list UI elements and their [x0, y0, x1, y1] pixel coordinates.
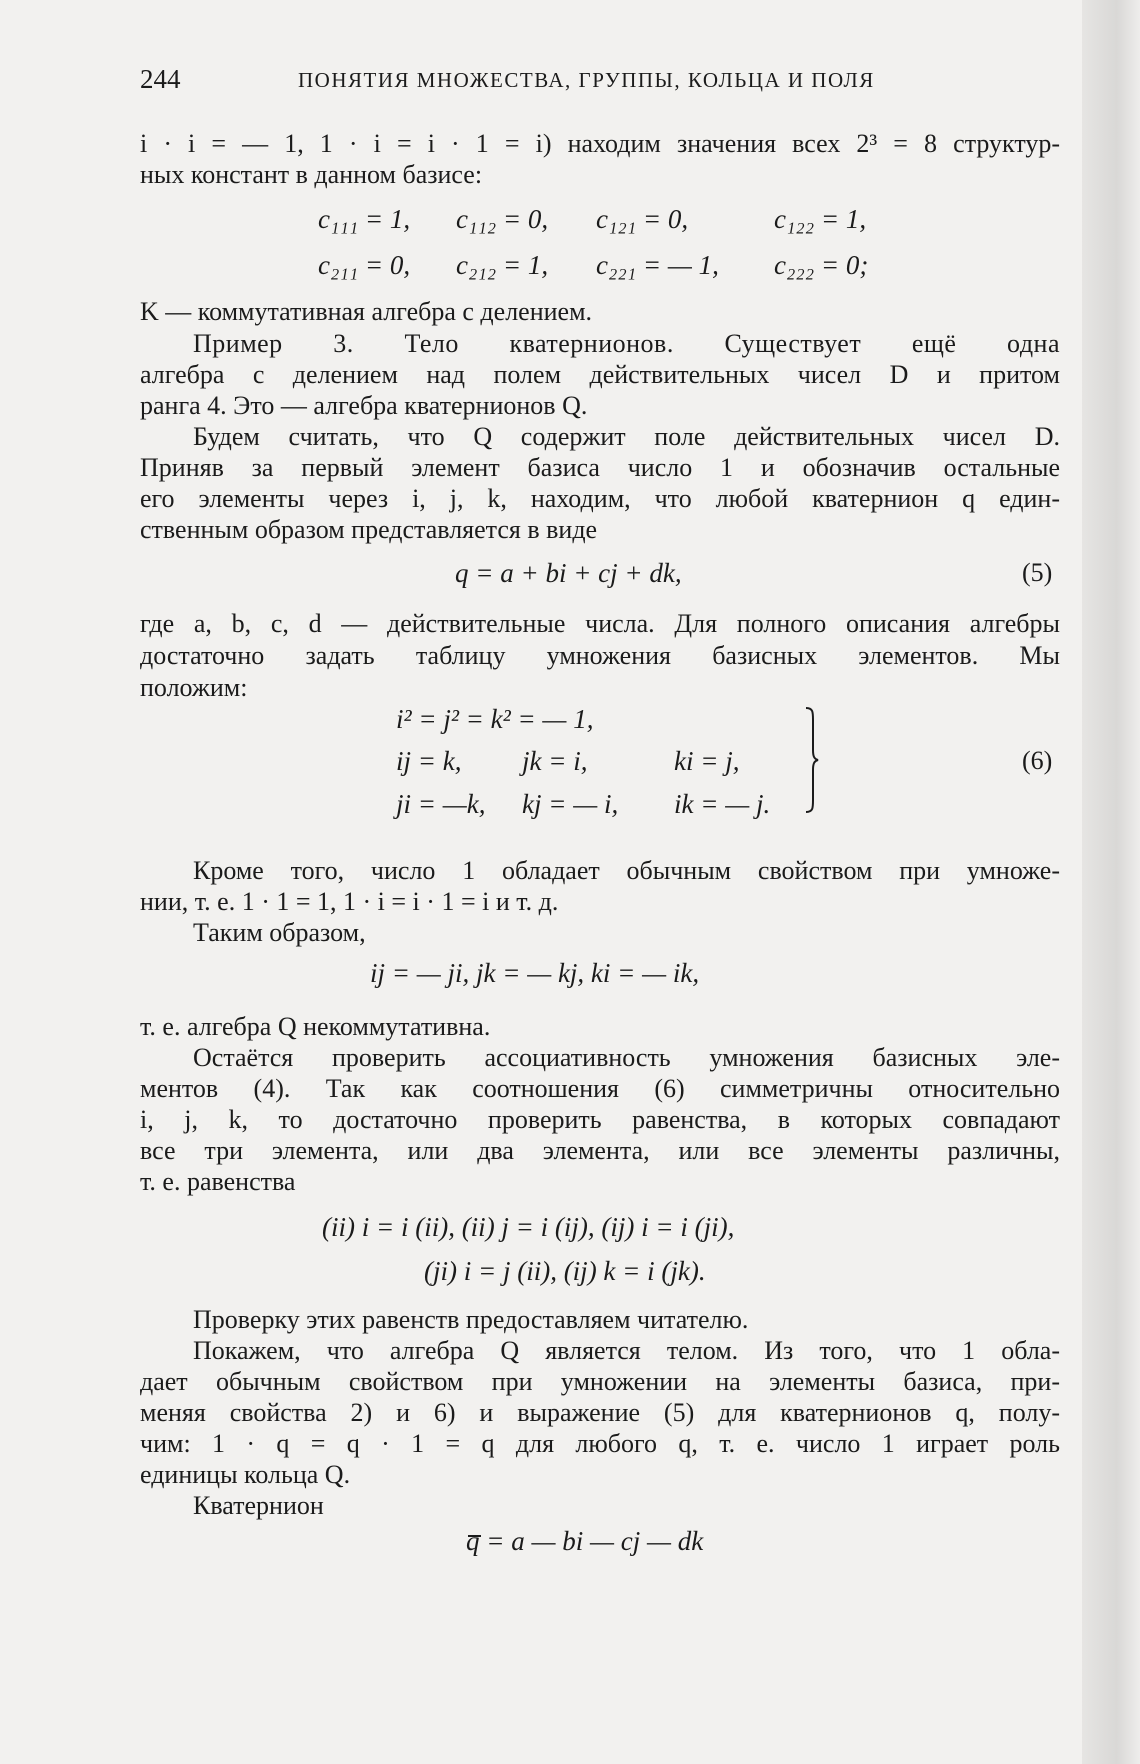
text-line: т. е. алгебра Q некоммутативна. [140, 1012, 491, 1041]
formula-6-cell: ik = — j. [674, 789, 771, 819]
text-line: Будем считать, что Q содержит поле действительных чисел D. [193, 422, 1060, 451]
text-line: Остаётся проверить ассоциативность умножения базисных эле- [193, 1043, 1060, 1072]
constant: c₂₁₂ = 1, [456, 250, 549, 280]
formula-associativity-row: (ii) i = i (ii), (ii) j = i (ij), (ij) i = i (ji), [322, 1212, 735, 1242]
text-line: положим: [140, 673, 248, 702]
formula-6-cell: jk = i, [522, 746, 588, 776]
formula-conjugate: q = a — bi — cj — dk [466, 1526, 704, 1556]
page-edge-shadow [1082, 0, 1140, 1764]
constant: c₁₁₂ = 0, [456, 204, 549, 234]
equation-number: (6) [1022, 746, 1053, 775]
running-title: ПОНЯТИЯ МНОЖЕСТВА, ГРУППЫ, КОЛЬЦА И ПОЛЯ [298, 68, 875, 92]
text-line: ных констант в данном базисе: [140, 160, 483, 189]
text-line: Проверку этих равенств предоставляем читателю. [193, 1305, 749, 1334]
text-line: единицы кольца Q. [140, 1460, 351, 1489]
constant: c₂₂₂ = 0; [774, 250, 869, 280]
formula-5: q = a + bi + cj + dk, [455, 558, 682, 588]
text-line: т. е. равенства [140, 1167, 296, 1196]
page-number: 244 [140, 64, 181, 94]
text-line: нии, т. е. 1 · 1 = 1, 1 · i = i · 1 = i и т. д. [140, 887, 559, 916]
text-line: меняя свойства 2) и 6) и выражение (5) для кватернионов q, полу- [140, 1398, 1060, 1427]
text-line: где a, b, c, d — действительные числа. Для полного описания алгебры [140, 609, 1060, 638]
text-line: i, j, k, то достаточно проверить равенства, в которых совпадают [140, 1105, 1060, 1134]
text-line: Покажем, что алгебра Q является телом. Из того, что 1 обла- [193, 1336, 1060, 1365]
text-line: i · i = — 1, 1 · i = i · 1 = i) находим значения всех 2³ = 8 структур- [140, 129, 1060, 158]
text-line: Приняв за первый элемент базиса число 1 и обозначив остальные [140, 453, 1060, 482]
text-line: Таким образом, [193, 918, 366, 947]
equation-number: (5) [1022, 558, 1053, 587]
text-line: чим: 1 · q = q · 1 = q для любого q, т. е. число 1 играет роль [140, 1429, 1060, 1458]
constant: c₂₂₁ = — 1, [596, 250, 719, 280]
text-line: ственным образом представляется в виде [140, 515, 598, 544]
text-line: алгебра с делением над полем действительных чисел D и притом [140, 360, 1060, 389]
formula-6-cell: ki = j, [674, 746, 740, 776]
text-line: K — коммутативная алгебра с делением. [140, 297, 593, 326]
text-line: все три элемента, или два элемента, или все элементы различны, [140, 1136, 1060, 1165]
text-line: ментов (4). Так как соотношения (6) симметричны относительно [140, 1074, 1060, 1103]
constant: c₁₂₂ = 1, [774, 204, 867, 234]
formula-6-cell: ij = k, [396, 746, 462, 776]
formula-associativity-row: (ji) i = j (ii), (ij) k = i (jk). [424, 1256, 706, 1286]
formula-anticommute: ij = — ji, jk = — kj, ki = — ik, [370, 958, 700, 988]
text-line: его элементы через i, j, k, находим, что любой кватернион q един- [140, 484, 1060, 513]
text-line: Кватернион [193, 1491, 324, 1520]
text-line: ранга 4. Это — алгебра кватернионов Q. [140, 391, 588, 420]
formula-6-cell: ji = —k, [396, 789, 486, 819]
text-line: Кроме того, число 1 обладает обычным свойством при умноже- [193, 856, 1060, 885]
constant: c₁₁₁ = 1, [318, 204, 411, 234]
text-line: достаточно задать таблицу умножения базисных элементов. Мы [140, 641, 1060, 670]
example-heading: Пример 3. Тело кватернионов. Существует ещё одна [193, 329, 1060, 358]
right-brace [804, 706, 820, 814]
constant: c₂₁₁ = 0, [318, 250, 411, 280]
constant: c₁₂₁ = 0, [596, 204, 689, 234]
formula-6-cell: kj = — i, [522, 789, 619, 819]
text-line: дает обычным свойством при умножении на элементы базиса, при- [140, 1367, 1060, 1396]
formula-6-row: i² = j² = k² = — 1, [396, 704, 594, 734]
